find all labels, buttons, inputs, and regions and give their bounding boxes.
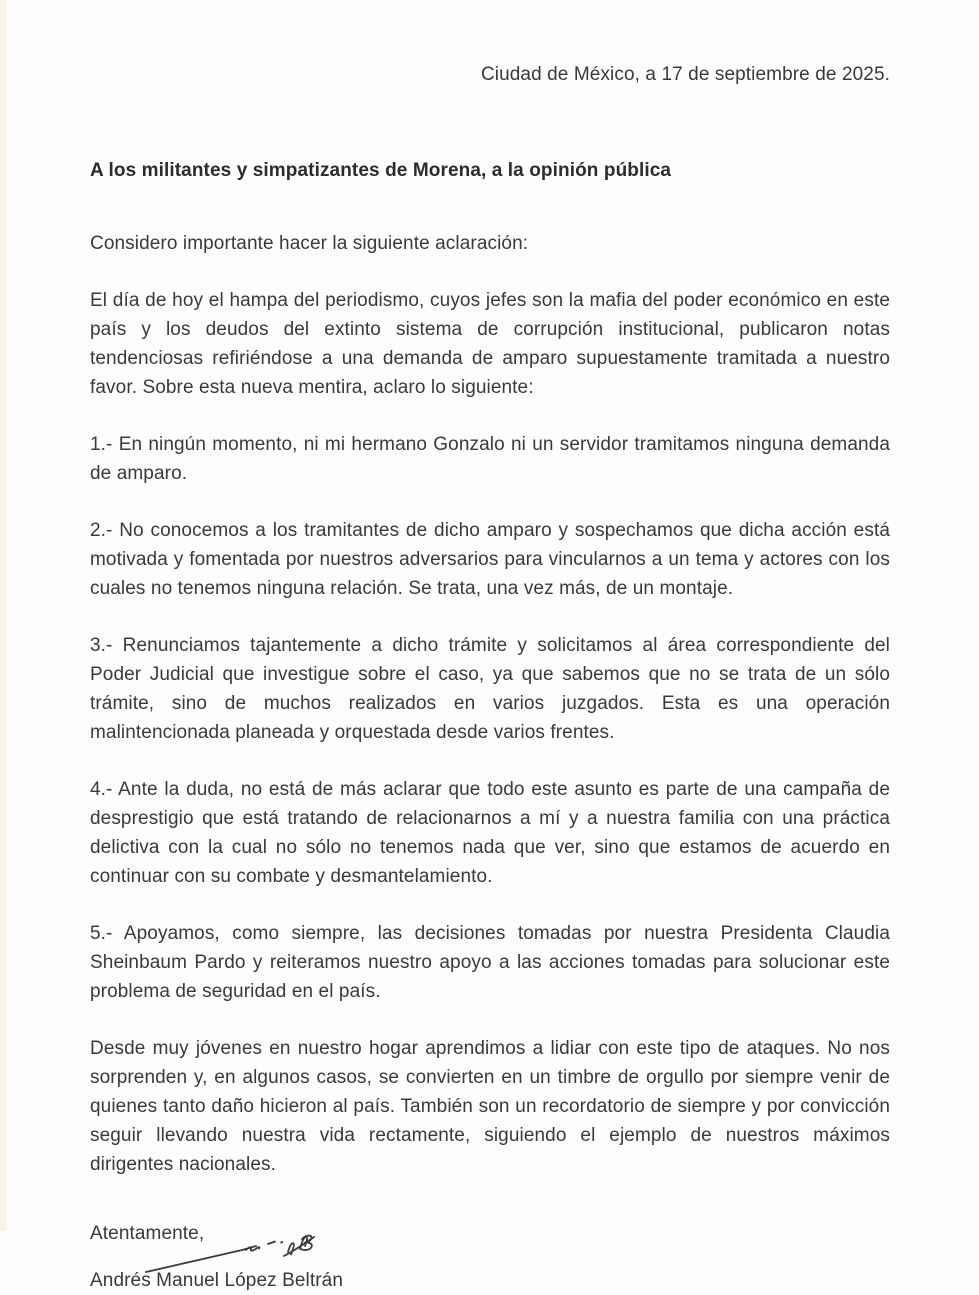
body-paragraph-6: 5.- Apoyamos, como siempre, las decisiones tomadas por nuestra Presidenta Claudia Sheinbaum Pardo y reiteramos nuestro apoyo a las acciones tomadas para solucionar este problema de seguridad en el país. <box>90 923 890 1002</box>
body-paragraph-5: 4.- Ante la duda, no está de más aclarar que todo este asunto es parte de una campaña de desprestigio que está tratando de relacionarnos a mí y a nuestra familia con una práctica delictiva con la cual no sólo no tenemos nada que ver, sino que estamos de acuerdo en continuar con su combate y desmantelamiento. <box>90 779 890 887</box>
letter-page <box>90 0 890 1295</box>
date-line: Ciudad de México, a 17 de septiembre de 2025. <box>480 64 890 85</box>
intro-line: Considero importante hacer la siguiente aclaración: <box>90 233 529 254</box>
addressee-heading: A los militantes y simpatizantes de Morena, a la opinión pública <box>90 160 672 181</box>
closing-line: Atentamente, <box>90 1223 205 1244</box>
page-edge <box>0 0 7 1231</box>
signature-block <box>90 1248 890 1266</box>
body-paragraph-4: 3.- Renunciamos tajantemente a dicho trámite y solicitamos al área correspondiente del Poder Judicial que investigue sobre el caso, ya que sabemos que no se trata de un sólo trámite, sino de muchos realizados en varios juzgados. Esta es una operación malintencionada planeada y orquestada desde varios frentes. <box>90 635 890 743</box>
signer-name: Andrés Manuel López Beltrán <box>90 1270 344 1291</box>
body-paragraph-7: Desde muy jóvenes en nuestro hogar aprendimos a lidiar con este tipo de ataques. No nos sorprenden y, en algunos casos, se convierten en un timbre de orgullo por siempre venir de quienes tanto daño hicieron al país. También son un recordatorio de siempre y por convicción seguir llevando nuestra vida rectamente, siguiendo el ejemplo de nuestros máximos dirigentes nacionales. <box>90 1038 890 1175</box>
body-paragraph-2: 1.- En ningún momento, ni mi hermano Gonzalo ni un servidor tramitamos ninguna demanda de amparo. <box>90 434 890 484</box>
handwritten-signature <box>142 1230 322 1276</box>
body-paragraph-3: 2.- No conocemos a los tramitantes de dicho amparo y sospechamos que dicha acción está motivada y fomentada por nuestros adversarios para vincularnos a un tema y actores con los cuales no tenemos ninguna relación. Se trata, una vez más, de un montaje. <box>90 520 890 599</box>
body-paragraph-1: El día de hoy el hampa del periodismo, cuyos jefes son la mafia del poder económico en este país y los deudos del extinto sistema de corrupción institucional, publicaron notas tendenciosas refiriéndose a una demanda de amparo supuestamente tramitada a nuestro favor. Sobre esta nueva mentira, aclaro lo siguiente: <box>90 290 890 398</box>
